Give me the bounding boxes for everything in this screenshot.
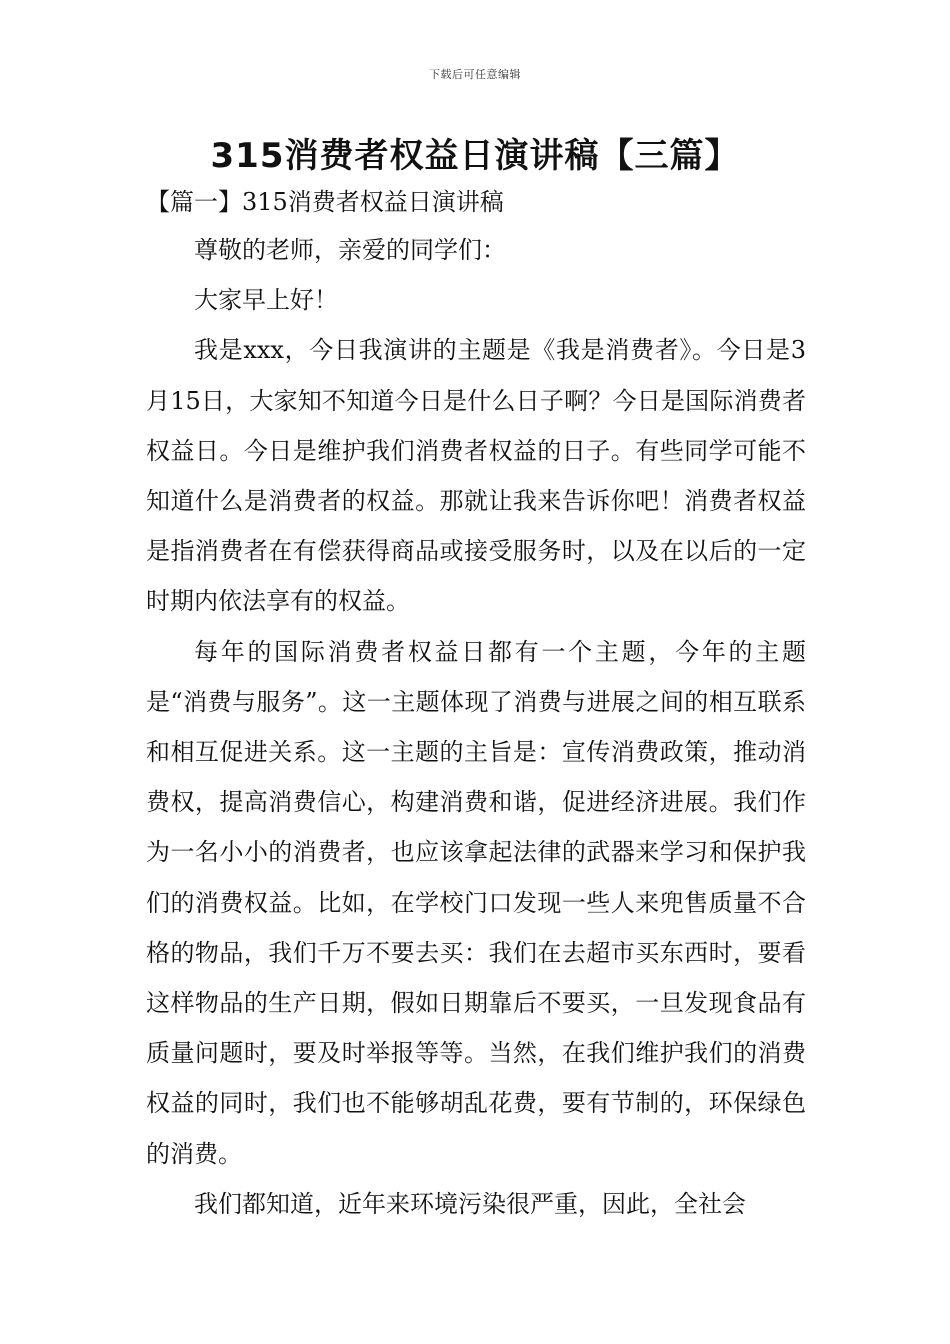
document-title: 315消费者权益日演讲稿【三篇】 xyxy=(210,136,740,176)
body-paragraph: 大家早上好！ xyxy=(194,286,338,315)
section-heading: 【篇一】315消费者权益日演讲稿 xyxy=(146,188,504,216)
body-paragraph: 我们都知道，近年来环境污染很严重，因此，全社会 xyxy=(194,1189,746,1218)
body-paragraph: 尊敬的老师，亲爱的同学们： xyxy=(194,236,506,264)
body-paragraph: 我是xxx，今日我演讲的主题是《我是消费者》。今日是3月15日，大家知不知道今日是什么日子啊？今日是国际消费者权益日。今日是维护我们消费者权益的日子。有些同学可能不知道什么是消费者的权益。那就让我来告诉你吧！消费者权益是指消费者在有偿获得商品或接受服务时，以及在以后的一定时期内依法享有的权益。 xyxy=(146,336,806,616)
header-note: 下载后可任意编辑 xyxy=(429,68,521,81)
body-paragraph: 每年的国际消费者权益日都有一个主题，今年的主题是“消费与服务”。这一主题体现了消费与进展之间的相互联系和相互促进关系。这一主题的主旨是：宣传消费政策，推动消费权，提高消费信心，构建消费和谐，促进经济进展。我们作为一名小小的消费者，也应该拿起法律的武器来学习和保护我们的消费权益。比如，在学校门口发现一些人来兜售质量不合格的物品，我们千万不要去买：我们在去超市买东西时，要看这样物品的生产日期，假如日期靠后不要买，一旦发现食品有质量问题时，要及时举报等等。当然，在我们维护我们的消费权益的同时，我们也不能够胡乱花费，要有节制的，环保绿色的消费。 xyxy=(146,637,806,1168)
document-body xyxy=(146,225,806,1229)
